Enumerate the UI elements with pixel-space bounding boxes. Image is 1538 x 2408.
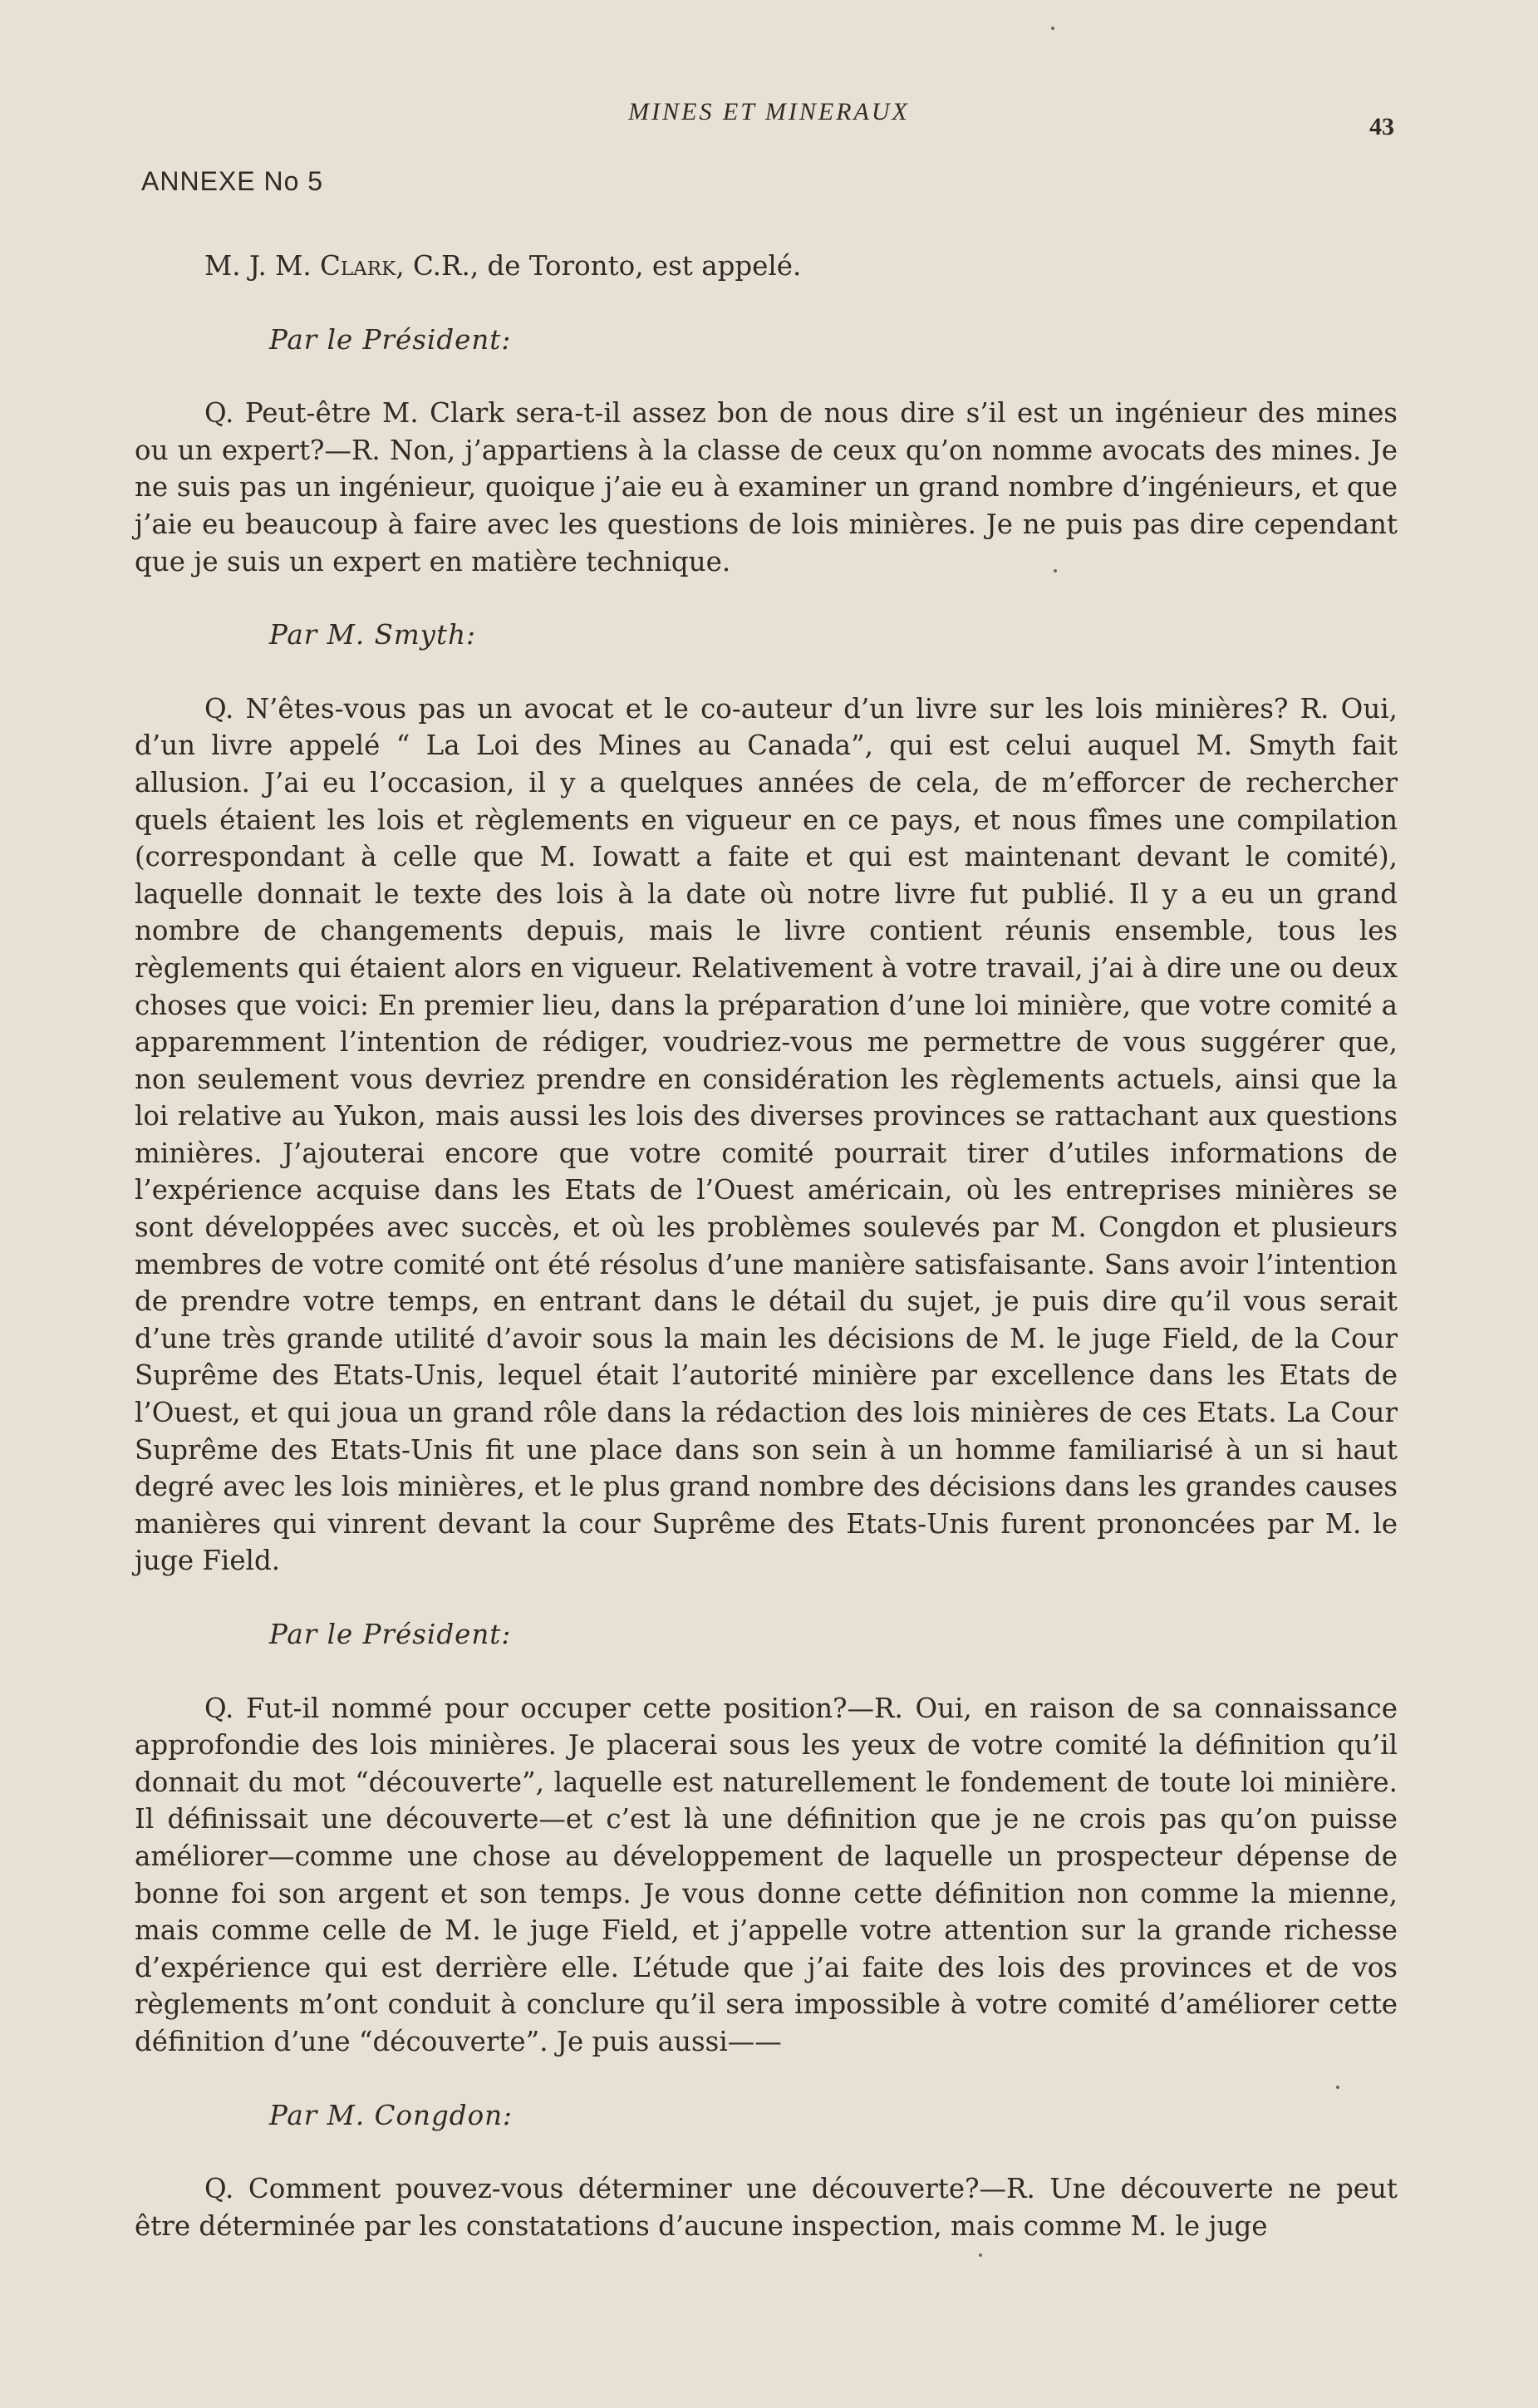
paper-speck [1336, 2086, 1339, 2089]
annex-label: ANNEXE No 5 [141, 166, 324, 196]
running-title: MINES ET MINERAUX [628, 98, 910, 125]
paragraph: Q. Comment pouvez-vous déterminer une découverte?—R. Une découverte ne peut être déterminée par les constatations d’aucune inspection, mais comme M. le juge [135, 2173, 1398, 2242]
speaker-heading: Par le Président: [269, 323, 512, 356]
page-number: 43 [1369, 113, 1394, 140]
speaker-heading: Par M. Congdon: [269, 2099, 513, 2131]
paper-speck [1051, 27, 1054, 30]
speaker-heading: Par M. Smyth: [269, 619, 476, 651]
paper-speck [979, 2253, 982, 2257]
witness-name: Clark [320, 250, 396, 282]
paragraph: Q. Fut-il nommé pour occuper cette position?—R. Oui, en raison de sa connaissance approfondie des lois minières. Je placerai sous les yeux de votre comité la définition qu’il donnait du mot “découverte”, laquelle est naturellement le fondement de toute loi minière. Il définissait une découverte—et c’est là une définition que je ne crois pas qu’on puisse améliorer—comme une chose au développement de laquelle un prospecteur dépense de bonne foi son argent et son temps. Je vous donne cette définition non comme la mienne, mais comme celle de M. le juge Field, et j’appelle votre attention sur la grande richesse d’expérience qui est derrière elle. L’étude que j’ai faite des lois des provinces et de vos règlements m’ont conduit à conclure qu’il sera impossible à votre comité d’améliorer cette définition d’une “découverte”. Je puis aussi—— [135, 1692, 1398, 2057]
paragraph: Q. Peut-être M. Clark sera-t-il assez bon de nous dire s’il est un ingénieur des mines ou un expert?—R. Non, j’appartiens à la classe de ceux qu’on nomme avocats des mines. Je ne suis pas un ingénieur, quoique j’aie eu à examiner un grand nombre d’ingénieurs, et que j’aie eu beaucoup à faire avec les questions de lois minières. Je ne puis pas dire cependant que je suis un expert en matière technique. [135, 397, 1398, 577]
body-text [135, 248, 1398, 2244]
speaker-heading: Par le Président: [269, 1619, 512, 1650]
witness-intro: M. J. M. Clark, C.R., de Toronto, est appelé. [204, 250, 802, 282]
paragraph: Q. N’êtes-vous pas un avocat et le co-auteur d’un livre sur les lois minières? R. Oui, d’un livre appelé “ La Loi des Mines au Canada”, qui est celui auquel M. Smyth fait allusion. J’ai eu l’occasion, il y a quelques années de cela, de m’efforcer de rechercher quels étaient les lois et règlements en vigueur en ce pays, et nous fîmes une compilation (correspondant à celle que M. Iowatt a faite et qui est maintenant devant le comité), laquelle donnait le texte des lois à la date où notre livre fut publié. Il y a eu un grand nombre de changements depuis, mais le livre contient réunis ensemble, tous les règlements qui étaient alors en vigueur. Relativement à votre travail, j’ai à dire une ou deux choses que voici: En premier lieu, dans la préparation d’une loi minière, que votre comité a apparemment l’intention de rédiger, voudriez-vous me permettre de vous suggérer que, non seulement vous devriez prendre en considération les règlements actuels, ainsi que la loi relative au Yukon, mais aussi les lois des diverses provinces se rattachant aux questions minières. J’ajouterai encore que votre comité pourrait tirer d’utiles informations de l’expérience acquise dans les Etats de l’Ouest américain, où les entreprises minières se sont développées avec succès, et où les problèmes soulevés par M. Congdon et plusieurs membres de votre comité ont été résolus d’une manière satisfaisante. Sans avoir l’intention de prendre votre temps, en entrant dans le détail du sujet, je puis dire qu’il vous serait d’une très grande utilité d’avoir sous la main les décisions de M. le juge Field, de la Cour Suprême des Etats-Unis, lequel était l’autorité minière par excellence dans les Etats de l’Ouest, et qui joua un grand rôle dans la rédaction des lois minières de ces Etats. La Cour Suprême des Etats-Unis fit une place dans son sein à un homme familiarisé à un si haut degré avec les lois minières, et le plus grand nombre des décisions dans les grandes causes manières qui vinrent devant la cour Suprême des Etats-Unis furent prononcées par M. le juge Field. [135, 692, 1398, 1577]
paper-speck [1054, 569, 1057, 573]
